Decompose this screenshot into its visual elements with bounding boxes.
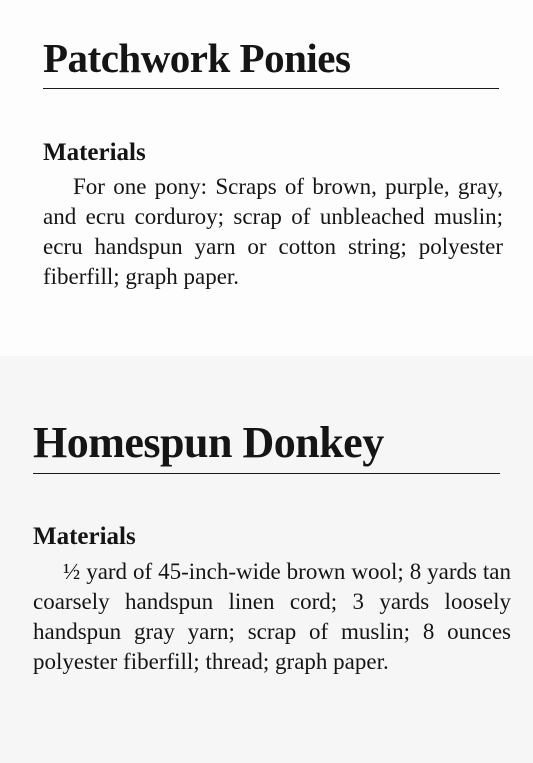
materials-heading: Materials	[43, 139, 146, 166]
materials-text: ½ yard of 45-inch-wide brown wool; 8 yards tan coarsely handspun linen cord; 3 yards loosely handspun gray yarn; scrap of muslin; 8 ounces polyester fiberfill; thread; graph paper.	[33, 559, 511, 674]
section-title: Homespun Donkey	[33, 418, 384, 467]
materials-text: For one pony: Scraps of brown, purple, gray, and ecru corduroy; scrap of unbleached muslin; ecru handspun yarn or cotton string; polyester fiberfill; graph paper.	[43, 174, 503, 289]
title-rule	[33, 473, 500, 474]
title-rule	[43, 88, 499, 89]
section-title: Patchwork Ponies	[43, 35, 351, 81]
homespun-donkey-section	[0, 356, 533, 763]
materials-heading: Materials	[33, 523, 136, 550]
cut-off-heading-fragment	[33, 754, 173, 763]
patchwork-ponies-section	[0, 0, 533, 356]
